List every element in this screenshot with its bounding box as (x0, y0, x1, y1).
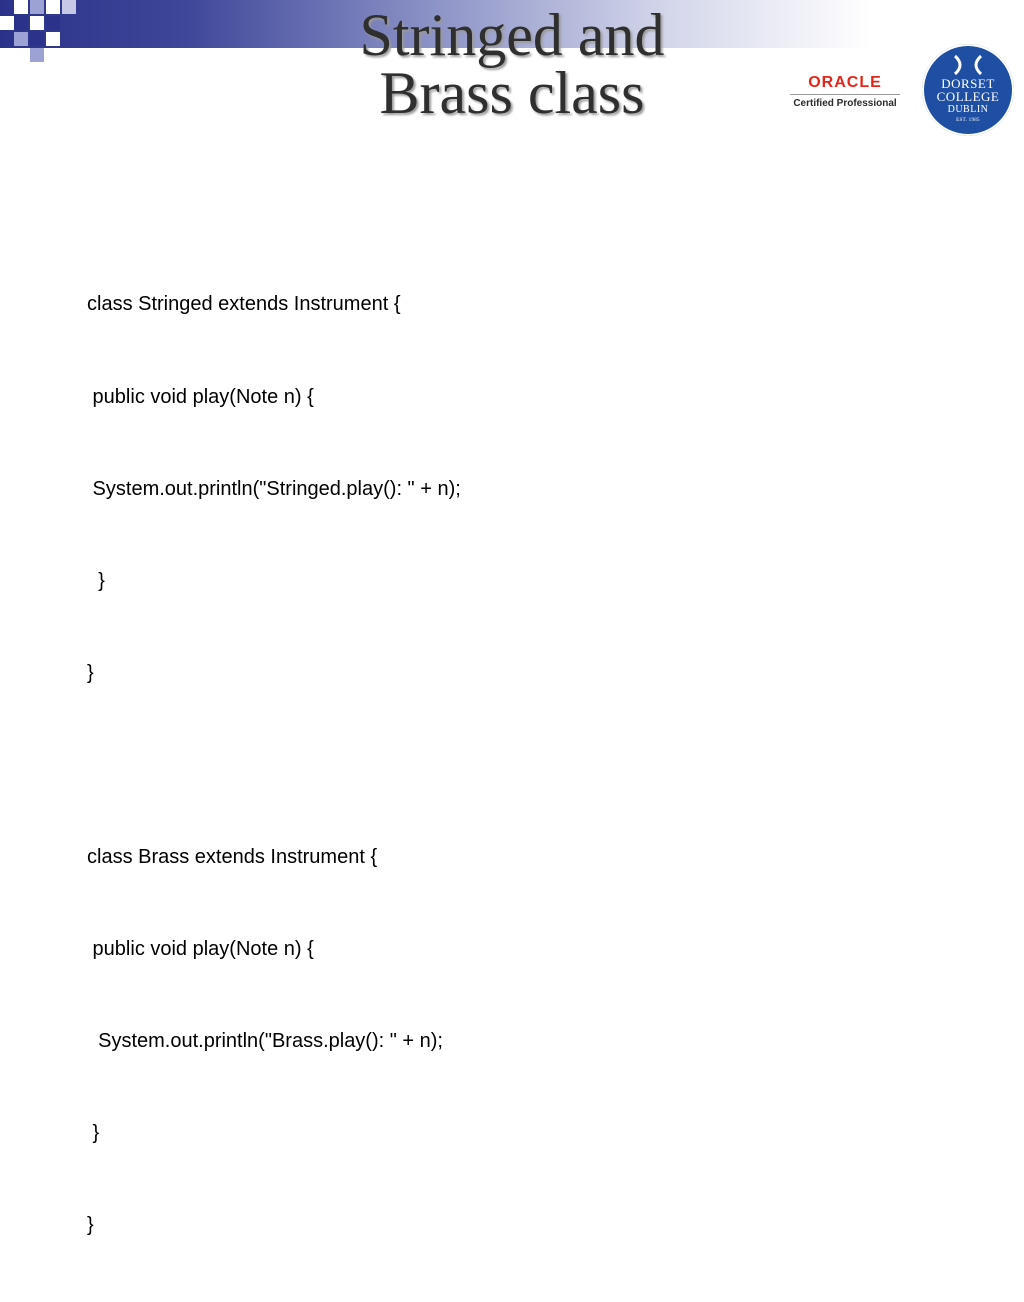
title-line-1: Stringed and (359, 2, 665, 68)
corner-squares-decoration (0, 0, 90, 64)
code-line: public void play(Note n) { (87, 938, 314, 961)
code-line: } (87, 661, 94, 684)
oracle-certified-logo (786, 74, 904, 120)
code-line: System.out.println("Stringed.play(): " + n); (87, 477, 461, 500)
corner-square (14, 16, 28, 30)
corner-square (46, 16, 60, 30)
corner-square (30, 16, 44, 30)
code-line: } (87, 569, 105, 592)
corner-square (30, 0, 44, 14)
corner-square (30, 32, 44, 46)
corner-square (62, 0, 76, 14)
code-line: class Brass extends Instrument { (87, 845, 378, 868)
slide-title (300, 2, 724, 126)
oracle-divider (790, 94, 900, 95)
code-line: class Stringed extends Instrument { (87, 293, 401, 316)
code-line: System.out.println("Brass.play(): " + n); (87, 1030, 443, 1053)
code-line: public void play(Note n) { (87, 385, 314, 408)
corner-square (30, 48, 44, 62)
corner-square (0, 16, 14, 30)
corner-square (46, 0, 60, 14)
code-line: } (87, 1214, 94, 1237)
dorset-emblem-icon (952, 54, 984, 76)
oracle-wordmark: ORACLE (808, 74, 882, 91)
dorset-established: EST. 1985 (956, 118, 980, 123)
corner-square (46, 32, 60, 46)
code-block (87, 228, 787, 1302)
dorset-name: DORSET (941, 76, 995, 91)
dorset-city: DUBLIN (947, 104, 989, 115)
corner-square (14, 0, 28, 14)
title-line-2: Brass class (379, 60, 645, 126)
corner-square (14, 32, 28, 46)
code-line: } (87, 1122, 100, 1145)
code-line (87, 750, 787, 781)
oracle-subtitle: Certified Professional (793, 98, 897, 109)
dorset-college-logo (922, 44, 1014, 136)
dorset-college: COLLEGE (936, 89, 1000, 104)
